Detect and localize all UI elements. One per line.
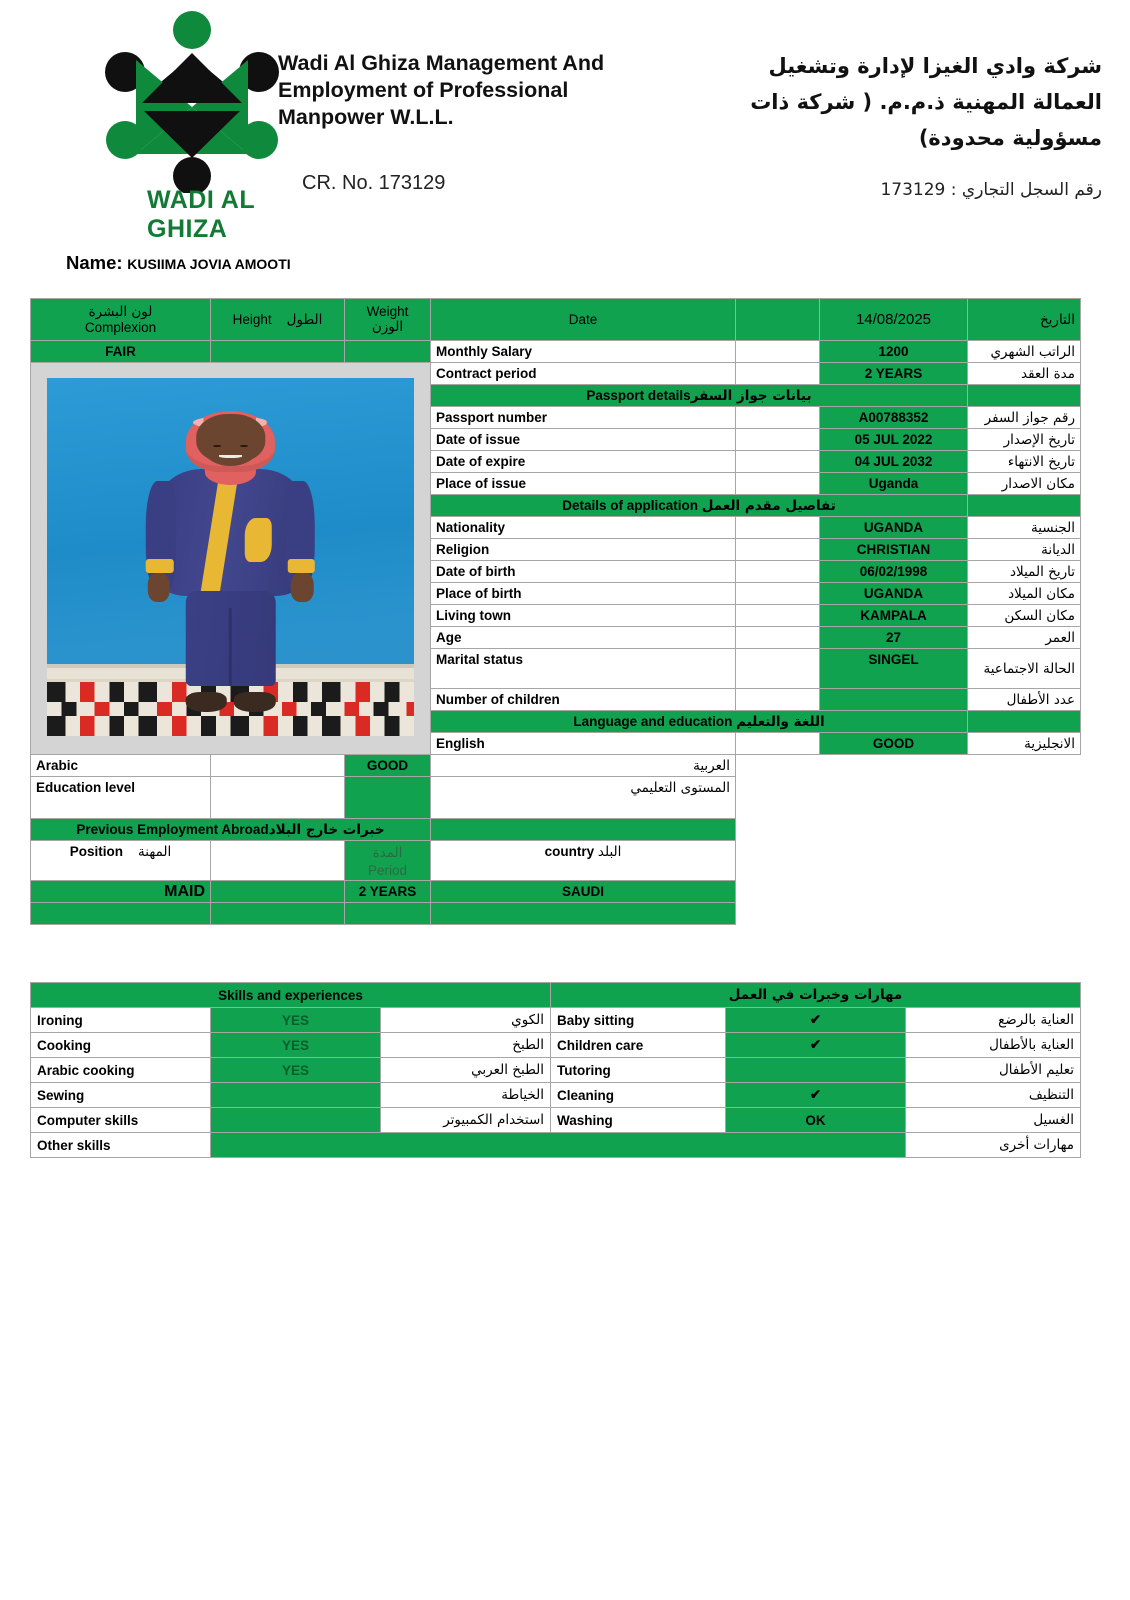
skill-label-washing: Washing: [551, 1108, 726, 1133]
value-number-of-children: [820, 689, 968, 711]
label-place-of-issue-ar: مكان الاصدار: [968, 473, 1081, 495]
cell-monthly-salary-label: Monthly Salary: [431, 341, 736, 363]
skill-value-other-skills: [211, 1133, 906, 1158]
spacer-passport-number: [736, 407, 820, 429]
label-date-of-birth: Date of birth: [431, 561, 736, 583]
label-english-ar: الانجليزية: [968, 733, 1081, 755]
table-row-previous-section: [31, 819, 1081, 841]
spacer-previous-1: [211, 881, 345, 903]
skill-label-tutoring-ar: تعليم الأطفال: [906, 1058, 1081, 1083]
label-date-of-expire: Date of expire: [431, 451, 736, 473]
label-living-town: Living town: [431, 605, 736, 627]
details-section-ar: تفاصيل مقدم العمل: [701, 497, 836, 514]
spacer-living-town: [736, 605, 820, 627]
applicant-details-table: [30, 298, 1081, 925]
name-value: KUSIIMA JOVIA AMOOTI: [127, 256, 291, 272]
weight-label-en: Weight: [366, 304, 409, 319]
skill-value-tutoring: [726, 1058, 906, 1083]
value-previous-period-1: 2 YEARS: [345, 881, 431, 903]
table-row-bio-header: [31, 299, 1081, 341]
cell-date-label-ar: [968, 299, 1081, 341]
value-previous-position-1: MAID: [31, 881, 211, 903]
label-english: English: [431, 733, 736, 755]
table-row-arabic: [31, 755, 1081, 777]
spacer-previous-2: [211, 903, 345, 925]
country-label-en: country: [544, 844, 595, 859]
header-position: [31, 841, 211, 881]
cell-monthly-salary-value: 1200: [820, 341, 968, 363]
skills-row-cooking-childrencare: [31, 1033, 1081, 1058]
figure-cuff-left: [146, 559, 174, 573]
country-label-ar: البلد: [597, 844, 622, 860]
value-marital-status: SINGEL: [820, 649, 968, 689]
label-date-of-expire-ar: تاريخ الانتهاء: [968, 451, 1081, 473]
position-label-ar: المهنة: [138, 844, 172, 860]
figure-cuff-right: [287, 559, 315, 573]
figure-mouth: [219, 455, 243, 458]
company-name-ar: شركة وادي الغيزا لإدارة وتشغيل العمالة المهنية ذ.م.م. ( شركة ذات مسؤولية محدودة): [750, 54, 1102, 150]
label-religion-ar: الديانة: [968, 539, 1081, 561]
passport-section-en: Passport details: [586, 387, 691, 403]
cell-height-header: [211, 299, 345, 341]
value-previous-country-1: SAUDI: [431, 881, 736, 903]
label-place-of-birth-ar: مكان الميلاد: [968, 583, 1081, 605]
cell-date-value: [820, 299, 968, 341]
spacer-number-of-children: [736, 689, 820, 711]
spacer-marital-status: [736, 649, 820, 689]
value-passport-number: A00788352: [820, 407, 968, 429]
figure-eye-right: [240, 445, 247, 447]
language-section-en: Language and education: [573, 713, 733, 729]
label-nationality: Nationality: [431, 517, 736, 539]
table-row-complexion-salary: [31, 341, 1081, 363]
skill-label-cleaning-ar: التنظيف: [906, 1083, 1081, 1108]
figure-hand-right: [291, 573, 313, 602]
previous-section-en: Previous Employment Abroad: [76, 821, 269, 837]
cell-date-spacer: [736, 299, 820, 341]
cell-details-section-spacer: [968, 495, 1081, 517]
skill-value-cleaning: ✔: [726, 1083, 906, 1108]
skill-value-sewing: [211, 1083, 381, 1108]
label-date-of-issue-ar: تاريخ الإصدار: [968, 429, 1081, 451]
passport-section-ar: بيانات جواز السفر: [690, 387, 812, 404]
cell-weight-value: [345, 341, 431, 363]
cell-weight-header: [345, 299, 431, 341]
table-row-previous-header: [31, 841, 1081, 881]
cr-number-ar: رقم السجل التجاري : 173129: [880, 180, 1102, 200]
label-passport-number: Passport number: [431, 407, 736, 429]
skill-label-other-skills-ar: مهارات أخرى: [906, 1133, 1081, 1158]
skill-label-baby-sitting-ar: العناية بالرضع: [906, 1008, 1081, 1033]
label-age: Age: [431, 627, 736, 649]
value-place-of-birth: UGANDA: [820, 583, 968, 605]
skills-title-ar: مهارات وخبرات في العمل: [551, 983, 1081, 1008]
cell-passport-section-ar-spacer: [968, 385, 1081, 407]
label-date-of-issue: Date of issue: [431, 429, 736, 451]
cell-previous-section-spacer: [431, 819, 736, 841]
date-label-en: Date: [568, 312, 598, 327]
spacer-religion: [736, 539, 820, 561]
table-row-education-level: [31, 777, 1081, 819]
skill-label-ironing-ar: الكوي: [381, 1008, 551, 1033]
section-header-passport: [431, 385, 968, 407]
header-period: [345, 841, 431, 881]
label-place-of-issue: Place of issue: [431, 473, 736, 495]
skill-label-tutoring: Tutoring: [551, 1058, 726, 1083]
value-living-town: KAMPALA: [820, 605, 968, 627]
value-previous-position-2: [31, 903, 211, 925]
label-number-of-children: Number of children: [431, 689, 736, 711]
skill-value-baby-sitting: ✔: [726, 1008, 906, 1033]
cell-complexion-header: [31, 299, 211, 341]
cell-complexion-value: FAIR: [31, 341, 211, 363]
label-age-ar: العمر: [968, 627, 1081, 649]
skills-row-ironing-babysitting: [31, 1008, 1081, 1033]
skill-value-arabic-cooking: YES: [211, 1058, 381, 1083]
skills-row-other: [31, 1133, 1081, 1158]
applicant-photo: [47, 378, 414, 736]
figure-eye-left: [213, 445, 220, 447]
label-place-of-birth: Place of birth: [431, 583, 736, 605]
cell-contract-period-value: 2 YEARS: [820, 363, 968, 385]
skill-label-computer-skills-ar: استخدام الكمبيوتر: [381, 1108, 551, 1133]
skill-label-cooking-ar: الطبخ: [381, 1033, 551, 1058]
skills-and-experiences-table: [30, 982, 1081, 1158]
spacer-date-of-expire: [736, 451, 820, 473]
figure-bow: [244, 518, 272, 561]
photo-frame: [31, 363, 430, 754]
label-nationality-ar: الجنسية: [968, 517, 1081, 539]
cell-language-section-spacer: [968, 711, 1081, 733]
value-date-of-issue: 05 JUL 2022: [820, 429, 968, 451]
skills-row-computer-washing: [31, 1108, 1081, 1133]
spacer-education-level: [211, 777, 345, 819]
label-passport-number-ar: رقم جواز السفر: [968, 407, 1081, 429]
value-nationality: UGANDA: [820, 517, 968, 539]
skills-title-en: Skills and experiences: [31, 983, 551, 1008]
spacer-english: [736, 733, 820, 755]
spacer-date-of-issue: [736, 429, 820, 451]
skill-label-arabic-cooking-ar: الطبخ العربي: [381, 1058, 551, 1083]
label-marital-status-ar: الحالة الاجتماعية: [968, 649, 1081, 689]
skill-label-washing-ar: الغسيل: [906, 1108, 1081, 1133]
value-english: GOOD: [820, 733, 968, 755]
label-education-level: Education level: [31, 777, 211, 819]
value-education-level: [345, 777, 431, 819]
company-name-en: Wadi Al Ghiza Management And Employment of Professional Manpower W.L.L.: [278, 51, 605, 129]
weight-label-ar: الوزن: [371, 319, 404, 335]
skill-label-children-care: Children care: [551, 1033, 726, 1058]
value-place-of-issue: Uganda: [820, 473, 968, 495]
skill-label-other-skills: Other skills: [31, 1133, 211, 1158]
figure-shoe-right: [234, 692, 275, 712]
table-row-previous-entry-1: [31, 881, 1081, 903]
skill-label-baby-sitting: Baby sitting: [551, 1008, 726, 1033]
section-header-language: [431, 711, 968, 733]
period-label-ar: المدة: [372, 845, 403, 861]
cell-height-value: [211, 341, 345, 363]
photo-figure: [144, 414, 316, 704]
skills-row-arabiccooking-tutoring: [31, 1058, 1081, 1083]
label-living-town-ar: مكان السكن: [968, 605, 1081, 627]
skill-value-cooking: YES: [211, 1033, 381, 1058]
skill-label-ironing: Ironing: [31, 1008, 211, 1033]
label-number-of-children-ar: عدد الأطفال: [968, 689, 1081, 711]
period-label-en: Period: [367, 863, 408, 878]
cell-contract-period-label: Contract period: [431, 363, 736, 385]
language-section-ar: اللغة والتعليم: [736, 713, 825, 730]
skill-label-children-care-ar: العناية بالأطفال: [906, 1033, 1081, 1058]
label-arabic: Arabic: [31, 755, 211, 777]
cell-monthly-salary-spacer: [736, 341, 820, 363]
value-date-of-expire: 04 JUL 2032: [820, 451, 968, 473]
spacer-age: [736, 627, 820, 649]
figure-legs: [186, 591, 276, 687]
skill-label-cooking: Cooking: [31, 1033, 211, 1058]
position-label-en: Position: [69, 844, 124, 859]
figure-hand-left: [148, 573, 170, 602]
spacer-arabic: [211, 755, 345, 777]
spacer-place-of-issue: [736, 473, 820, 495]
date-label-ar: التاريخ: [1039, 311, 1075, 328]
skill-value-children-care: ✔: [726, 1033, 906, 1058]
applicant-photo-cell: [31, 363, 431, 755]
previous-section-ar: خبرات خارج البلاد: [268, 821, 385, 838]
cell-monthly-salary-ar: الراتب الشهري: [968, 341, 1081, 363]
label-date-of-birth-ar: تاريخ الميلاد: [968, 561, 1081, 583]
table-row-previous-entry-2: [31, 903, 1081, 925]
skill-label-arabic-cooking: Arabic cooking: [31, 1058, 211, 1083]
label-arabic-ar: العربية: [431, 755, 736, 777]
section-header-details: [431, 495, 968, 517]
skill-label-sewing: Sewing: [31, 1083, 211, 1108]
table-row-photo-contract: [31, 363, 1081, 385]
skill-label-sewing-ar: الخياطة: [381, 1083, 551, 1108]
skills-row-sewing-cleaning: [31, 1083, 1081, 1108]
cell-date-label: [431, 299, 736, 341]
label-religion: Religion: [431, 539, 736, 561]
logo-wordmark: WADI AL GHIZA: [147, 186, 255, 243]
header-country: [431, 841, 736, 881]
complexion-label-ar: لون البشرة: [88, 304, 153, 320]
height-label-en: Height: [232, 311, 272, 327]
cell-contract-period-ar: مدة العقد: [968, 363, 1081, 385]
label-marital-status: Marital status: [431, 649, 736, 689]
skills-table-header-row: [31, 983, 1081, 1008]
spacer-nationality: [736, 517, 820, 539]
skill-value-washing: OK: [726, 1108, 906, 1133]
complexion-label-en: Complexion: [84, 320, 157, 335]
value-date-of-birth: 06/02/1998: [820, 561, 968, 583]
value-arabic: GOOD: [345, 755, 431, 777]
value-age: 27: [820, 627, 968, 649]
spacer-date-of-birth: [736, 561, 820, 583]
date-value: 14/08/2025: [855, 311, 932, 328]
spacer-previous-header: [211, 841, 345, 881]
label-education-level-ar: المستوى التعليمي: [431, 777, 736, 819]
details-section-en: Details of application: [562, 497, 698, 513]
value-religion: CHRISTIAN: [820, 539, 968, 561]
figure-shoe-left: [186, 692, 227, 712]
name-separator: :: [116, 252, 123, 273]
value-previous-period-2: [345, 903, 431, 925]
value-previous-country-2: [431, 903, 736, 925]
skill-label-cleaning: Cleaning: [551, 1083, 726, 1108]
skill-value-ironing: YES: [211, 1008, 381, 1033]
document-header: [0, 0, 1130, 243]
section-header-previous: [31, 819, 431, 841]
cr-number-en: CR. No. 173129: [302, 172, 446, 194]
skill-label-computer-skills: Computer skills: [31, 1108, 211, 1133]
skill-value-computer-skills: [211, 1108, 381, 1133]
spacer-place-of-birth: [736, 583, 820, 605]
height-label-ar: الطول: [286, 311, 323, 328]
company-logo: [92, 8, 292, 243]
applicant-name-row: [66, 252, 291, 274]
name-label: Name: [66, 252, 117, 273]
cell-contract-period-spacer: [736, 363, 820, 385]
